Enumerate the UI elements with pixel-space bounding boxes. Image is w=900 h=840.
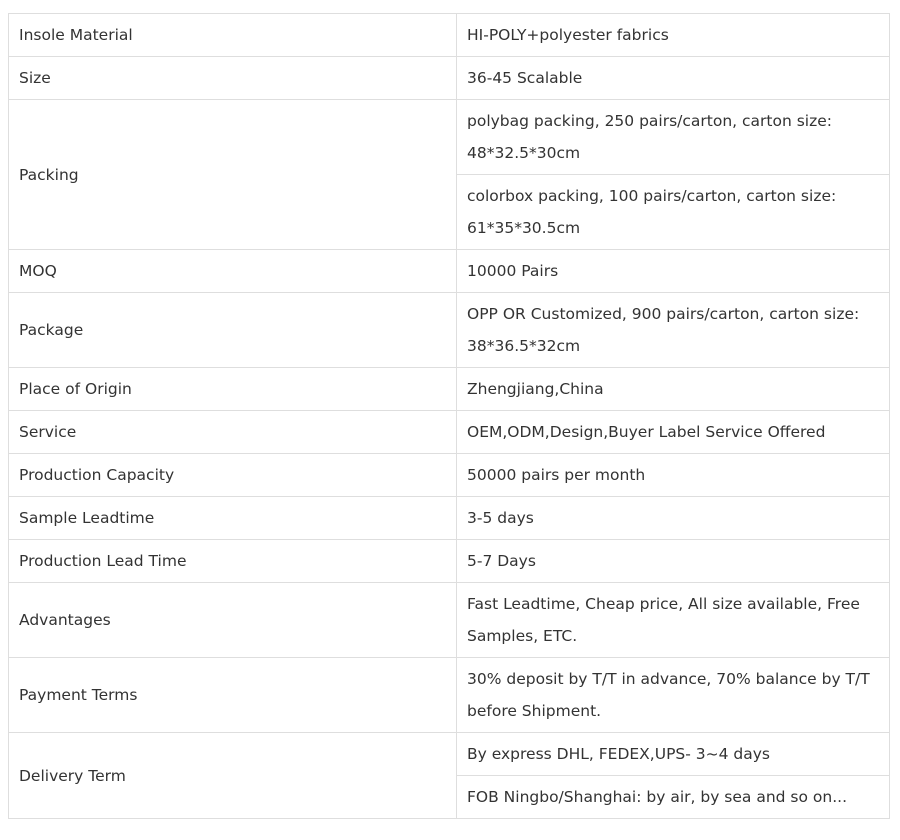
spec-value: 5-7 Days: [457, 540, 890, 583]
table-row: [9, 658, 890, 733]
spec-value: polybag packing, 250 pairs/carton, carton size: 48*32.5*30cm: [457, 100, 890, 175]
product-spec-table: [8, 13, 890, 819]
table-row: [9, 14, 890, 57]
spec-label: Payment Terms: [9, 658, 457, 733]
spec-label: MOQ: [9, 250, 457, 293]
table-row: [9, 368, 890, 411]
table-row: [9, 454, 890, 497]
spec-label: Service: [9, 411, 457, 454]
spec-value: By express DHL, FEDEX,UPS- 3~4 days: [457, 733, 890, 776]
table-row: [9, 733, 890, 776]
spec-value: 3-5 days: [457, 497, 890, 540]
table-row: [9, 57, 890, 100]
spec-value: OEM,ODM,Design,Buyer Label Service Offered: [457, 411, 890, 454]
spec-value: OPP OR Customized, 900 pairs/carton, carton size: 38*36.5*32cm: [457, 293, 890, 368]
spec-label: Production Lead Time: [9, 540, 457, 583]
spec-value: 50000 pairs per month: [457, 454, 890, 497]
spec-value: colorbox packing, 100 pairs/carton, carton size: 61*35*30.5cm: [457, 175, 890, 250]
spec-label: Package: [9, 293, 457, 368]
table-row: [9, 411, 890, 454]
spec-value: HI-POLY+polyester fabrics: [457, 14, 890, 57]
spec-label: Delivery Term: [9, 733, 457, 819]
table-row: [9, 583, 890, 658]
table-row: [9, 250, 890, 293]
spec-value: Fast Leadtime, Cheap price, All size available, Free Samples, ETC.: [457, 583, 890, 658]
spec-value: 10000 Pairs: [457, 250, 890, 293]
table-row: [9, 293, 890, 368]
spec-label: Sample Leadtime: [9, 497, 457, 540]
spec-value: FOB Ningbo/Shanghai: by air, by sea and so on...: [457, 776, 890, 819]
table-row: [9, 100, 890, 175]
table-row: [9, 540, 890, 583]
spec-value: Zhengjiang,China: [457, 368, 890, 411]
spec-label: Size: [9, 57, 457, 100]
spec-value: 36-45 Scalable: [457, 57, 890, 100]
spec-label: Packing: [9, 100, 457, 250]
spec-label: Place of Origin: [9, 368, 457, 411]
spec-label: Insole Material: [9, 14, 457, 57]
spec-label: Advantages: [9, 583, 457, 658]
spec-table-body: [9, 14, 890, 819]
table-row: [9, 497, 890, 540]
spec-label: Production Capacity: [9, 454, 457, 497]
spec-value: 30% deposit by T/T in advance, 70% balance by T/T before Shipment.: [457, 658, 890, 733]
